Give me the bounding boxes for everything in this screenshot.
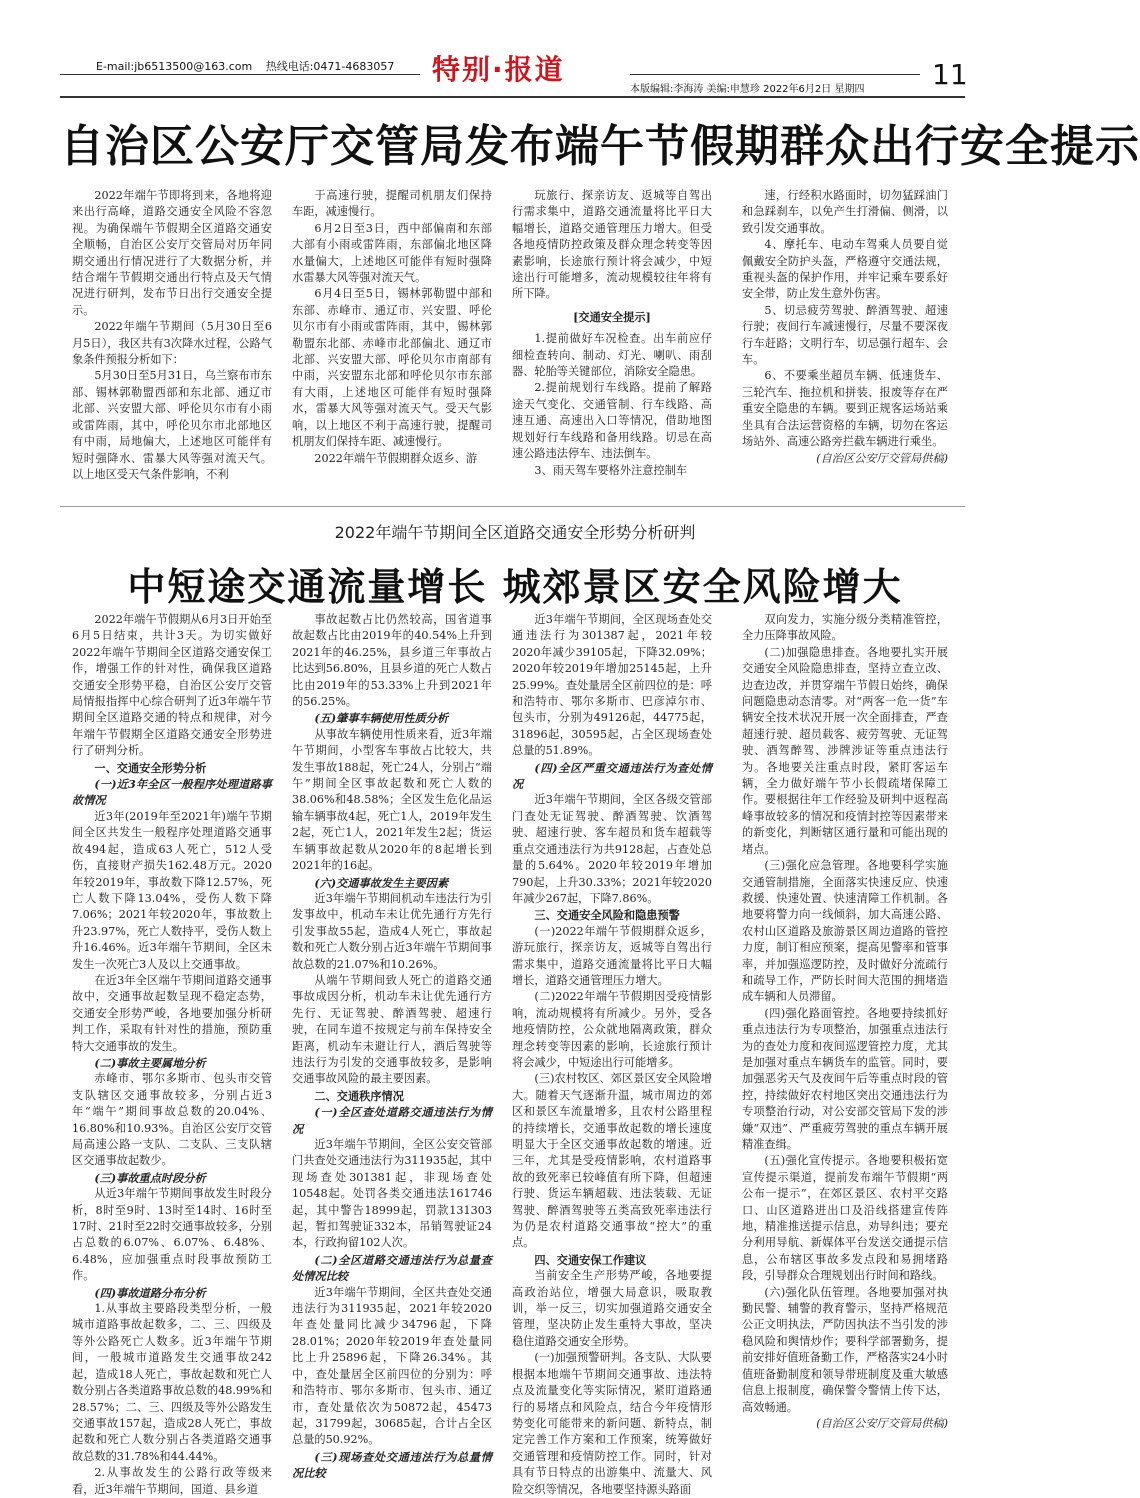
paragraph: 2022年端午节假期群众返乡、游 (314, 451, 478, 465)
paragraph: 1.提前做好车况检查。出车前应仔细检查转向、制动、灯光、喇叭、雨刮器、轮胎等关键部位，消除安全隐患。 (512, 332, 712, 379)
paragraph: 从端午节期间致人死亡的道路交通事故成因分析，机动车未让优先通行方先行、无证驾驶、醉酒驾驶、超速行驶，在同车道不按规定与前车保持安全距离，机动车未避让行人，酒后驾驶等违法行为引发的交通事故较多，是影响交通事故风险的最主要因素。 (292, 973, 492, 1086)
paragraph: 近3年端午节期间，全区各级交管部门查处无证驾驶、醉酒驾驶、饮酒驾驶、超速行驶、客车超员和货车超载等重点交通违法行为共9128起，占查处总量的5.64%。2020年较2019年增加790起，上升30.33%；2021年较2020年减少267起，下降7.86%。 (512, 793, 712, 905)
sub-heading: (三)事故重点时段分析 (94, 1170, 206, 1185)
header-rule-right (630, 74, 920, 75)
section-heading: 二、交通秩序情况 (314, 1088, 404, 1103)
section-heading: 三、交通安全风险和隐患预警 (534, 908, 680, 923)
sub-heading: (一)全区查处道路交通违法行为情况 (292, 1105, 492, 1136)
article1-title: 自治区公安厅交管局发布端午节假期群众出行安全提示 (60, 121, 1140, 172)
article2-title: 中短途交通流量增长 城郊景区安全风险增大 (127, 564, 903, 609)
header-rule-left (60, 74, 420, 75)
article1-column-4 (742, 188, 948, 498)
article1-column-1 (72, 188, 272, 488)
paragraph: (一)2022年端午节假期群众返乡，游玩旅行，探亲访友，返城等自驾出行需求集中，道路交通流量将比平日大幅增长，道路交通管理压力增大。 (512, 924, 712, 987)
paragraph: 赤峰市、鄂尔多斯市、包头市交管支队辖区交通事故较多，分别占近3年“端午”期间事故总数的20.04%、16.80%和10.93%。自治区公安厅交管局高速公路一支队、二支队、三支队辖区交通事故起数少。 (72, 1072, 272, 1168)
paragraph: (二)加强隐患排查。各地要扎实开展交通安全风险隐患排查，坚持立查立改、边查边改，并贯穿端午节假日始终，确保问题隐患动态清零。对“两客一危一货”车辆安全技术状况开展一次全面排查，严查超速行驶、超员载客、疲劳驾驶、无证驾驶、酒驾醉驾、涉牌涉证等重点违法行为。各地要关注重点时段，紧盯客运车辆，全力做好端午节小长假疏堵保障工作。要根据往年工作经验及研判中返程高峰事故较多的情况和疫情封控等因素带来的新变化，判断辖区通行量和可能出现的堵点。 (742, 645, 948, 856)
paragraph: 事故起数占比仍然较高，国省道事故起数占比由2019年的40.54%上升到2021年的46.25%，县乡道三年事故占比达到56.80%，且县乡道的死亡人数占比由2019年的53.33%上升到2021年的56.25%。 (292, 613, 492, 709)
paragraph: (三)农村牧区、郊区景区安全风险增大。随着天气逐渐升温，城市周边的郊区和景区车流量增多，且农村公路里程的持续增长，交通事故起数的增长速度明显大于全区交通事故起数的增速。近三年，尤其是受疫情影响，农村道路事故的致死率已较峰值有所下降，但超速行驶、货运车辆超载、违法装载、无证驾驶、醉酒驾驶等五类高致死率违法行为仍是农村道路交通事故“控大”的重点。 (512, 1072, 712, 1250)
article1-column-3-tips (512, 331, 712, 479)
paragraph: 速，行经积水路面时，切勿猛踩油门和急踩刹车，以免产生打滑偏、侧滑，以致引发交通事故。 (742, 189, 948, 235)
article1-signature: (自治区公安厅交管局供稿) (816, 451, 948, 465)
paragraph: 6月4日至5日，锡林郭勒盟中部和东部、赤峰市、通辽市、兴安盟、呼伦贝尔市有小雨或雷阵雨，其中，锡林郭勒盟东北部、赤峰市北部偏北、通辽市北部、兴安盟大部、呼伦贝尔市南部有中雨，兴安盟东北部和呼伦贝尔市东部有大雨，上述地区可能伴有短时强降水，雷暴大风等强对流天气。受天气影响，以上地区不利于高速行驶，提醒司机朋友们保持车距、减速慢行。 (292, 287, 492, 449)
paragraph: 玩旅行、探亲访友、返城等自驾出行需求集中，道路交通流量将比平日大幅增长，道路交通管理压力增大。但受各地疫情防控政策及群众理念转变等因素影响，长途旅行预计将会减少，中短途出行可能增多，流动规模较往年将有所下降。 (512, 189, 712, 301)
paragraph: 6月2日至3日，西中部偏南和东部大部有小雨或雷阵雨，东部偏北地区降水量偏大，上述地区可能伴有短时强降水雷暴大风等强对流天气。 (292, 221, 492, 285)
paragraph: 近3年(2019年至2021年)端午节期间全区共发生一般程序处理道路交通事故494起，造成63人死亡，512人受伤，直接财产损失162.48万元。2020年较2019年，事故数下降12.57%，死亡人数下降13.04%，受伤人数下降7.06%；2021年较2020年，事故数上升23.97%，死亡人数持平，受伤人数上升16.46%。近3年端午节期间，全区未发生一次死亡3人及以上交通事故。 (72, 809, 272, 971)
header-editors: 本版编辑:李海涛 美编:申慧珍 2022年6月2日 星期四 (630, 84, 865, 95)
paragraph: 于高速行驶，提醒司机朋友们保持车距，减速慢行。 (292, 189, 492, 219)
paragraph: 从事故车辆使用性质来看，近3年端午节期间，小型客车事故占比较大，共发生事故188起，死亡24人，分别占“端午”期间全区事故起数和死亡人数的38.06%和48.58%；全区发生危化品运输车辆事故4起，死亡1人，2019年发生2起，死亡1人，2021年发生2起；货运车辆事故起数从2020年的8起增长到2021年的16起。 (292, 727, 492, 873)
paragraph: 1.从事故主要路段类型分析，一般城市道路事故起数多，二、三、四级及等外公路死亡人数多。近3年端午节期间，一般城市道路发生交通事故242起，造成18人死亡，事故起数和死亡人数分别占各类道路事故总数的48.99%和28.57%；二、三、四级及等外公路发生交通事故157起，造成28人死亡，事故起数和死亡人数分别占各类道路交通事故总数的31.78%和44.44%。 (72, 1302, 272, 1463)
article2-column-2 (292, 612, 492, 1481)
paragraph: 当前安全生产形势严峻，各地要提高政治站位，增强大局意识，吸取教训，举一反三，切实加强道路交通安全管理，坚决防止发生重特大事故，坚决稳住道路交通安全形势。 (512, 1269, 712, 1348)
header-contact (96, 58, 404, 74)
paragraph: 双向发力，实施分级分类精准管控，全力压降事故风险。 (742, 613, 948, 643)
paragraph: (五)强化宣传提示。各地要积极拓宽宣传提示渠道，提前发布端午节假期“两公布一提示”，在郊区景区、农村平交路口、山区道路进出口及沿线搭建宣传阵地，精准推送提示信息，劝导纠违；要充分利用导航、新媒体平台发送交通提示信息，公布辖区事故多发点段和易拥堵路段，引导群众合理规划出行时间和路线。 (742, 1154, 948, 1283)
article2-signature: (自治区公安厅交管局供稿) (816, 1416, 948, 1430)
safety-tips-heading: [交通安全提示] (573, 309, 651, 324)
paragraph: (四)强化路面管控。各地要持续抓好重点违法行为专项整治，加强重点违法行为的查处力度和夜间巡逻管控力度，尤其是加强对重点车辆货车的监管。同时，要加强恶劣天气及夜间午后等重点时段的管控，持续做好农村地区突出交通违法行为专项整治行动，对公安部交管局下发的涉嫌“双违”、严重疲劳驾驶的重点车辆开展精准查缉。 (742, 1006, 948, 1151)
sub-heading: (二)全区道路交通违法行为总量查处情况比较 (292, 1252, 492, 1284)
header-email: E-mail:jb6513500@163.com (96, 60, 253, 73)
sub-heading: (四)全区严重交通违法行为查处情况 (512, 760, 712, 792)
paragraph: 2022年端午节假期从6月3日开始至6月5日结束，共计3天。为切实做好2022年端午节期间全区道路交通安保工作，增强工作的针对性，确保我区道路交通安全形势平稳，自治区公安厅交管局情报指挥中心综合研判了近3年端午节期间全区道路交通的特点和规律，对今年端午节假期全区道路交通安全形势进行了研判分析。 (72, 613, 272, 758)
paragraph: (六)强化队伍管理。各地要加强对执勤民警、辅警的教育警示，坚持严格规范公正文明执法，严防因执法不当引发的涉稳风险和舆情炒作；要科学部署勤务，提前安排好值班备勤工作，严格落实24小时值班备勤制度和领导带班制度及重大敏感信息上报制度，确保警令警情上传下达，高效畅通。 (742, 1285, 948, 1414)
article2-column-3 (512, 612, 712, 1496)
article2-column-4-body (742, 612, 948, 1416)
sub-heading: (三)现场查处交通违法行为总量情况比较 (292, 1449, 492, 1481)
paragraph: 2.提前规划行车线路。提前了解路途天气变化、交通管制、行车线路、高速互通、高速出入口等情况，借助地图规划好行车线路和备用线路。切忌在高速公路违法停车、违法倒车。 (512, 381, 712, 461)
paragraph: (三)强化应急管理。各地要科学实施交通管制措施，全面落实快速反应、快速救援、快速处置、快速清障工作机制。各地要将警力向一线倾斜，加大高速公路、农村山区道路及旅游景区周边道路的管控力度，制订相应预案，提高见警率和管事率，并加强巡逻防控，及时做好分流疏行和疏导工作，严防长时间大范围的拥堵造成车辆和人员滞留。 (742, 859, 948, 1004)
paragraph: 4、摩托车、电动车驾乘人员要自觉佩戴安全防护头盔，严格遵守交通法规，重视头盔的保护作用，并牢记乘车要系好安全带，防止发生意外伤害。 (742, 238, 948, 301)
paragraph: 近3年端午节期间，全区共查处交通违法行为311935起，2021年较2020年查处量同比减少34796起，下降28.01%；2020年较2019年查处量同比上升25896起，下降26.34%。其中，查处量居全区前四位的分别为：呼和浩特市、鄂尔多斯市、包头市、通辽市，查处量依次为50872起，45473起，31799起，30685起，合计占全区总量的50.92%。 (292, 1285, 492, 1447)
sub-heading: (二)事故主要属地分析 (94, 1055, 206, 1070)
sub-heading: (六)交通事故发生主要因素 (314, 875, 449, 890)
article1-column-4-body (742, 188, 948, 451)
paragraph: 在近3年全区端午节期间道路交通事故中，交通事故起数呈现不稳定态势，交通安全形势严峻，各地要加强分析研判工作，采取有针对性的措施，预防重特大交通事故的发生。 (72, 973, 272, 1053)
paragraph: 近3年端午节期间，全区现场查处交通违法行为301387起，2021年较2020年减少39105起，下降32.09%；2020年较2019年增加25145起，上升25.99%。查处量居全区前四位的是：呼和浩特市、鄂尔多斯市、巴彦淖尔市、包头市，分别为49126起，44775起，31896起，30595起，占全区现场查处总量的51.89%。 (512, 613, 712, 758)
section-heading: 四、交通安保工作建议 (534, 1252, 647, 1267)
article2-column-1 (72, 612, 272, 1496)
article2-subtitle: 2022年端午节期间全区道路交通安全形势分析研判 (334, 523, 696, 542)
paragraph: 6、不要乘坐超员车辆、低速货车、三轮汽车、拖拉机和拼装、报废等存在严重安全隐患的车辆。要到正规客运场站乘坐具有合法运营资格的车辆，切勿在客运场站外、高速公路旁拦截车辆进行乘坐。 (742, 369, 948, 449)
section-title: 特别·报道 (432, 53, 565, 86)
header-hotline: 热线电话:0471-4683057 (265, 60, 395, 73)
paragraph: 2.从事故发生的公路行政等级来看，近3年端午节期间，国道、县乡道 (72, 1466, 272, 1496)
paragraph: 从近3年端午节期间事故发生时段分析，8时至9时、13时至14时、16时至17时、21时至22时交通事故较多，分别占总数的6.07%、6.07%、6.48%、6.48%，应加强重点时段事故预防工作。 (72, 1187, 272, 1283)
sub-heading: (一)近3年全区一般程序处理道路事故情况 (72, 777, 272, 808)
paragraph: 近3年端午节期间，全区公安交管部门共查处交通违法行为311935起，其中现场查处301381起，非现场查处10548起。处罚各类交通违法161746起，其中警告18999起，罚款131303起，暂扣驾驶证332本，吊销驾驶证24本，行政拘留102人次。 (292, 1138, 492, 1250)
paragraph: (二)2022年端午节假期因受疫情影响，流动规模将有所减少。另外，受各地疫情防控，公众就地隔离政策，群众理念转变等因素的影响，长途旅行预计将会减少，中短途出行可能增多。 (512, 990, 712, 1069)
paragraph: (一)加强预警研判。各支队、大队要根据本地端午节期间交通事故、违法特点及流量变化等实际情况，紧盯道路通行的易堵点和风险点，结合今年疫情形势变化可能带来的新问题、新特点，制定完善工作方案和工作预案，统筹做好交通管理和疫情防控工作。同时，针对具有节日特点的出游集中、流量大、风险交织等情况，各地要坚持源头路面 (512, 1351, 712, 1496)
article1-column-2 (292, 188, 492, 488)
section-heading: 一、交通安全形势分析 (94, 760, 207, 775)
page-number: 11 (932, 58, 968, 91)
paragraph: 5月30日至5月31日，乌兰察布市东部、锡林郭勒盟西部和东北部、通辽市北部、兴安盟大部、呼伦贝尔市有小雨或雷阵雨，其中，呼伦贝尔市北部地区有中雨，局地偏大，上述地区可能伴有短时强降水、雷暴大风等强对流天气。以上地区受天气条件影响，不利 (72, 369, 272, 481)
article1-column-3-body (512, 188, 712, 303)
paragraph: 3、雨天驾车要格外注意控制车 (534, 463, 687, 477)
article-separator (60, 506, 965, 507)
sub-heading: (五)肇事车辆使用性质分析 (314, 711, 449, 726)
article1-column-3 (512, 188, 712, 488)
paragraph: 2022年端午节即将到来，各地将迎来出行高峰，道路交通安全风险不容忽视。为确保端午节假期全区道路交通安全顺畅，自治区公安厅交管局对历年同期交通出行情况进行了大数据分析，并结合端午节假期交通出行特点及天气情况进行研判，发布节日出行交通安全提示。 (72, 189, 272, 317)
paragraph: 近3年端午节期间机动车违法行为引发事故中，机动车未让优先通行方先行引发事故55起，造成4人死亡，事故起数和死亡人数分别占近3年端午节期间事故总数的21.07%和10.26%。 (292, 891, 492, 971)
paragraph: 2022年端午节期间（5月30日至6月5日），我区共有3次降水过程，公路气象条件预报分析如下： (72, 320, 272, 367)
sub-heading: (四)事故道路分布分析 (94, 1285, 206, 1300)
article2-column-4 (742, 612, 948, 1478)
paragraph: 5、切忌疲劳驾驶、醉酒驾驶、超速行驶；夜间行车减速慢行，尽量不要深夜行车赶路；文明行车，切忌强行超车、会车。 (742, 303, 948, 367)
header-divider (60, 96, 965, 98)
